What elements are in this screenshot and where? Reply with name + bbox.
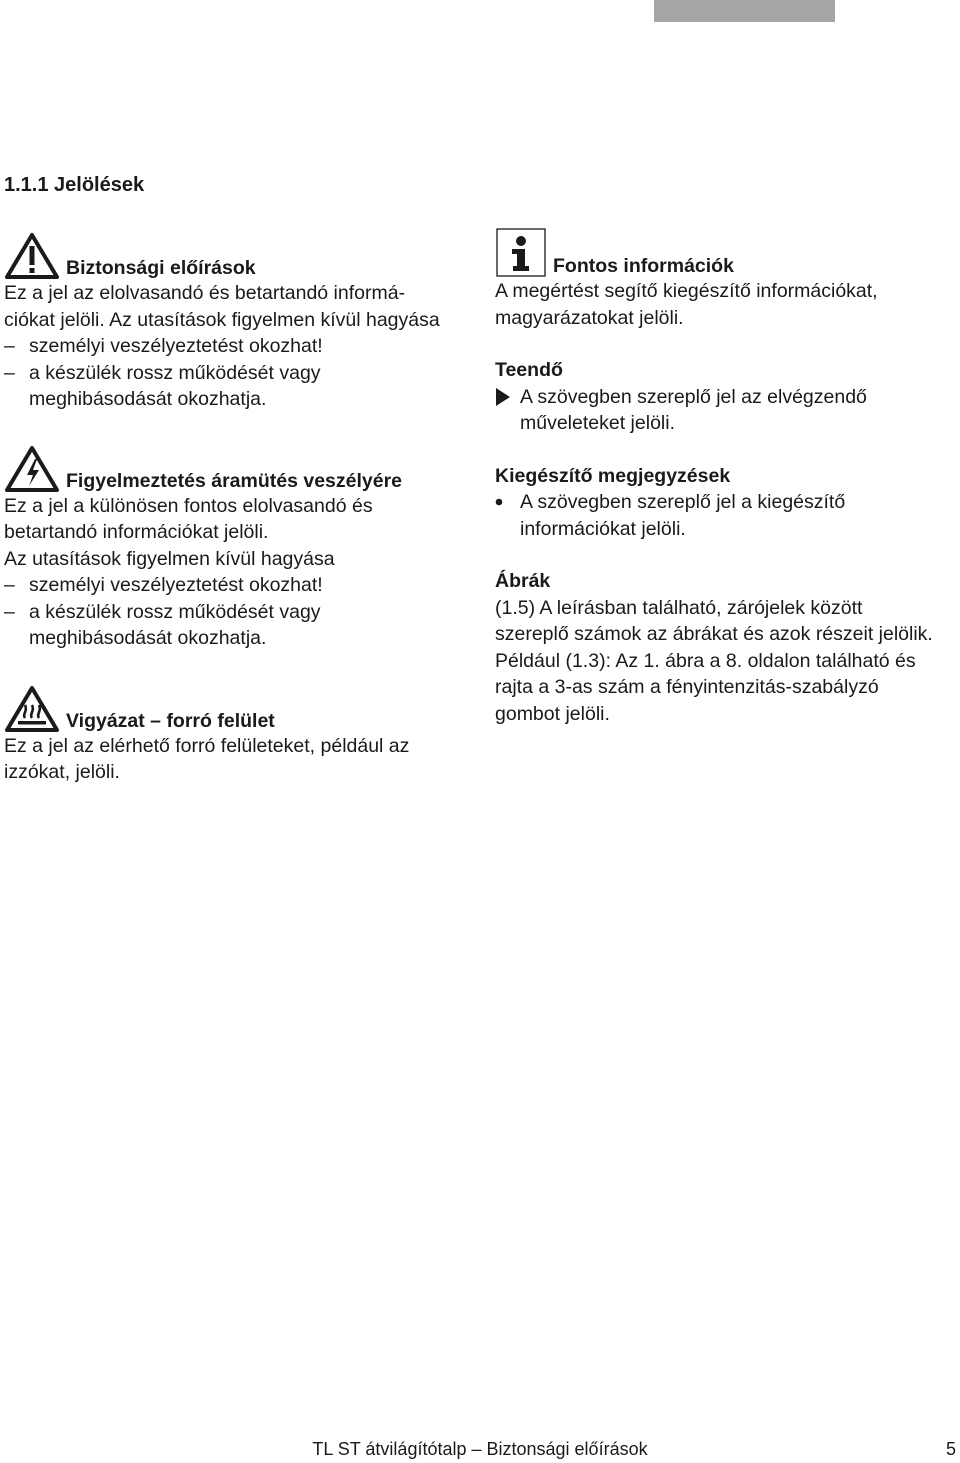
dash-mark: – bbox=[4, 361, 15, 384]
electric-line: Az utasítások figyelmen kívül hagyása bbox=[4, 547, 335, 570]
figures-line: rajta a 3-as szám a fényintenzitás-szabályzó bbox=[495, 676, 879, 698]
list-item-text: információkat jelöli. bbox=[520, 517, 686, 540]
list-item-text: A szövegben szereplő jel az elvégzendő bbox=[520, 385, 867, 408]
list-item-text: meghibásodását okozhatja. bbox=[29, 388, 267, 410]
list-item-text: a készülék rossz működését vagy bbox=[29, 600, 321, 623]
notes-block bbox=[495, 463, 960, 543]
hot-surface-block bbox=[4, 685, 479, 786]
todo-block bbox=[495, 357, 960, 437]
right-column bbox=[495, 224, 960, 727]
list-item bbox=[4, 360, 479, 413]
figures-title: Ábrák bbox=[495, 570, 551, 592]
electric-line: Ez a jel a különösen fontos elolvasandó és bbox=[4, 494, 373, 517]
safety-title: Biztonsági előírások bbox=[66, 257, 256, 279]
warning-triangle-icon bbox=[4, 232, 60, 280]
page-number: 5 bbox=[945, 1439, 956, 1459]
list-item bbox=[495, 384, 960, 437]
page-tab-marker bbox=[654, 0, 835, 22]
safety-line: Ez a jel az elolvasandó és betartandó informá- bbox=[4, 282, 406, 304]
figures-line: gombot jelöli. bbox=[495, 702, 610, 725]
page-footer: TL ST átvilágítótalp – Biztonsági előírások bbox=[312, 1439, 648, 1459]
figures-block bbox=[495, 568, 960, 727]
list-item-text: műveleteket jelöli. bbox=[520, 412, 675, 434]
list-item bbox=[4, 599, 479, 652]
safety-block bbox=[4, 228, 479, 413]
electric-title: Figyelmeztetés áramütés veszélyére bbox=[66, 469, 403, 492]
hot-surface-title: Vigyázat – forró felület bbox=[66, 709, 275, 732]
dash-mark: – bbox=[4, 600, 15, 623]
info-title: Fontos információk bbox=[553, 255, 734, 277]
left-column bbox=[4, 228, 479, 786]
list-item-text: a készülék rossz működését vagy bbox=[29, 361, 321, 384]
bullet-dot-icon bbox=[495, 489, 520, 542]
figures-line: Például (1.3): Az 1. ábra a 8. oldalon található és bbox=[495, 649, 916, 672]
hot-surface-warning-icon bbox=[4, 685, 60, 733]
list-item-text: személyi veszélyeztetést okozhat! bbox=[29, 574, 323, 596]
info-line: A megértést segítő kiegészítő információkat, bbox=[495, 280, 878, 302]
todo-title: Teendő bbox=[495, 359, 563, 381]
information-icon bbox=[495, 228, 547, 278]
list-item bbox=[495, 489, 960, 542]
info-line: magyarázatokat jelöli. bbox=[495, 306, 684, 329]
list-item-text: meghibásodását okozhatja. bbox=[29, 627, 267, 649]
electric-block bbox=[4, 446, 479, 652]
hot-surface-line: Ez a jel az elérhető forró felületeket, például az bbox=[4, 734, 410, 757]
safety-line: ciókat jelöli. Az utasítások figyelmen kívül hagyása bbox=[4, 308, 440, 331]
notes-title: Kiegészítő megjegyzések bbox=[495, 464, 731, 487]
electric-shock-warning-icon bbox=[4, 445, 60, 493]
list-item bbox=[4, 572, 479, 599]
dash-mark: – bbox=[4, 574, 15, 596]
arrow-right-icon bbox=[495, 384, 520, 437]
electric-line: betartandó információkat jelöli. bbox=[4, 521, 269, 543]
list-item-text: személyi veszélyeztetést okozhat! bbox=[29, 335, 323, 357]
list-item bbox=[4, 333, 479, 360]
section-heading: 1.1.1 Jelölések bbox=[4, 174, 145, 196]
figures-line: szereplő számok az ábrákat és azok részeit jelölik. bbox=[495, 623, 933, 645]
hot-surface-line: izzókat, jelöli. bbox=[4, 761, 120, 783]
info-block bbox=[495, 224, 960, 331]
figures-line: (1.5) A leírásban található, zárójelek között bbox=[495, 596, 863, 619]
list-item-text: A szövegben szereplő jel a kiegészítő bbox=[520, 491, 846, 513]
dash-mark: – bbox=[4, 335, 15, 357]
